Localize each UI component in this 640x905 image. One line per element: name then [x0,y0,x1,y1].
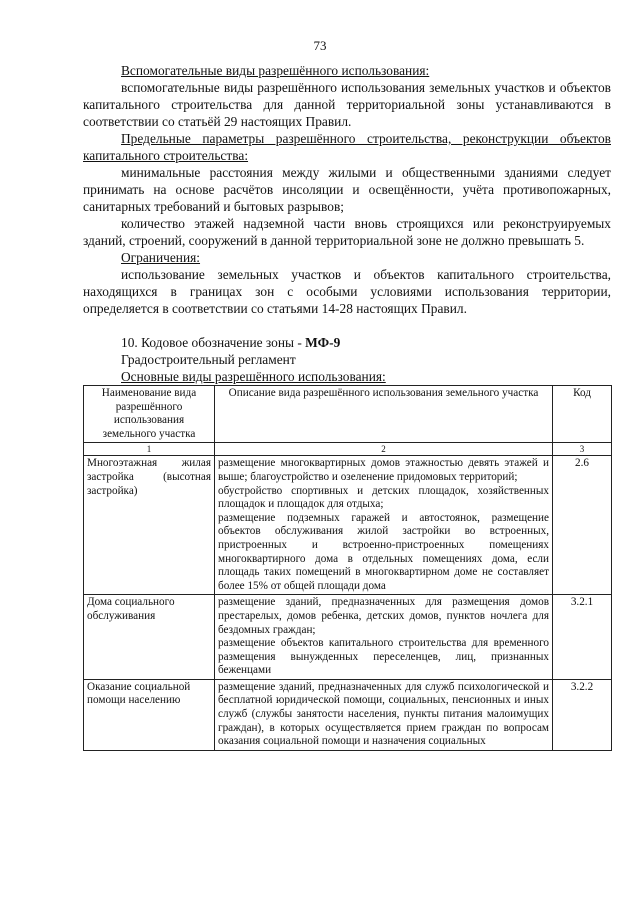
limits-paragraph-1: минимальные расстояния между жилыми и общественными зданиями следует принимать на основе расчётов инсоляции и освещённости, учёта противопожарных, санитарных требований и бытовых разрывов; [83,165,611,214]
restrictions-heading: Ограничения: [121,250,201,265]
column-number: 3 [553,443,612,456]
use-code: 3.2.1 [553,595,612,680]
description-paragraph: размещение многоквартирных домов этажностью девять этажей и выше; благоустройство и озеленение придомовых территорий; [218,457,549,483]
column-number: 1 [84,443,215,456]
use-code: 2.6 [553,456,612,595]
use-code: 3.2.2 [553,679,612,750]
table-header-row [84,386,612,443]
zone-code-line [83,334,611,351]
column-number: 2 [215,443,553,456]
page-number: 73 [313,38,327,53]
limits-heading: Предельные параметры разрешённого строительства, реконструкции объектов капитального строительства: [83,131,611,163]
restrictions-text: использование земельных участков и объектов капитального строительства, находящихся в границах зон с особыми условиями использования территории, определяется в соответствии со статьями 14-28 настоящих Правил. [83,267,611,316]
table-row [84,595,612,680]
use-description [215,595,553,680]
zone-code-prefix: 10. Кодовое обозначение зоны - [121,335,306,350]
description-paragraph: обустройство спортивных и детских площадок, хозяйственных площадок и площадок для отдыха; [218,484,549,511]
use-name: Дома социального обслуживания [84,595,215,680]
use-description [215,456,553,595]
column-number-row [84,443,612,456]
zone-code: МФ-9 [305,335,341,350]
header-name: Наименование вида разрешённого использования земельного участка [84,386,215,443]
regulation-title: Градостроительный регламент [121,352,296,367]
aux-uses-text: вспомогательные виды разрешённого использования земельных участков и объектов капитального строительства для данной территориальной зоны устанавливаются в соответствии со статьёй 29 настоящих Правил. [83,80,611,129]
use-description [215,679,553,750]
use-name: Многоэтажная жилая застройка (высотная застройка) [84,456,215,595]
header-description: Описание вида разрешённого использования земельного участка [215,386,553,443]
limits-paragraph-2: количество этажей надземной части вновь строящихся или реконструируемых зданий, строений, сооружений в данной территориальной зоне не должно превышать 5. [83,216,611,248]
description-paragraph: размещение объектов капитального строительства для временного размещения вынужденных переселенцев, лиц, признанных беженцами [218,637,549,677]
table-row [84,679,612,750]
header-code: Код [553,386,612,443]
document-body [83,62,611,751]
use-name: Оказание социальной помощи населению [84,679,215,750]
description-paragraph: размещение зданий, предназначенных для размещения домов престарелых, домов ребенка, детских домов, пунктов ночлега для бездомных граждан; [218,596,549,636]
aux-uses-heading: Вспомогательные виды разрешённого использования: [121,63,430,78]
main-uses-heading: Основные виды разрешённого использования: [121,369,386,384]
description-paragraph: размещение зданий, предназначенных для служб психологической и бесплатной юридической помощи, социальных, пенсионных и иных служб (службы занятости населения, пункты питания малоимущих граждан), в которых осуществляется прием граждан по вопросам оказания социальной помощи и назначения социальных [218,680,549,748]
description-paragraph: размещение подземных гаражей и автостоянок, размещение объектов обслуживания жилой застройки во встроенных, пристроенных и встроенно-пристроенных помещениях многоквартирного дома в отдельных помещениях дома, если площадь таких помещений в многоквартирном доме не составляет более 15% от общей площади дома [218,511,549,592]
permitted-uses-table [83,385,612,751]
table-row [84,456,612,595]
